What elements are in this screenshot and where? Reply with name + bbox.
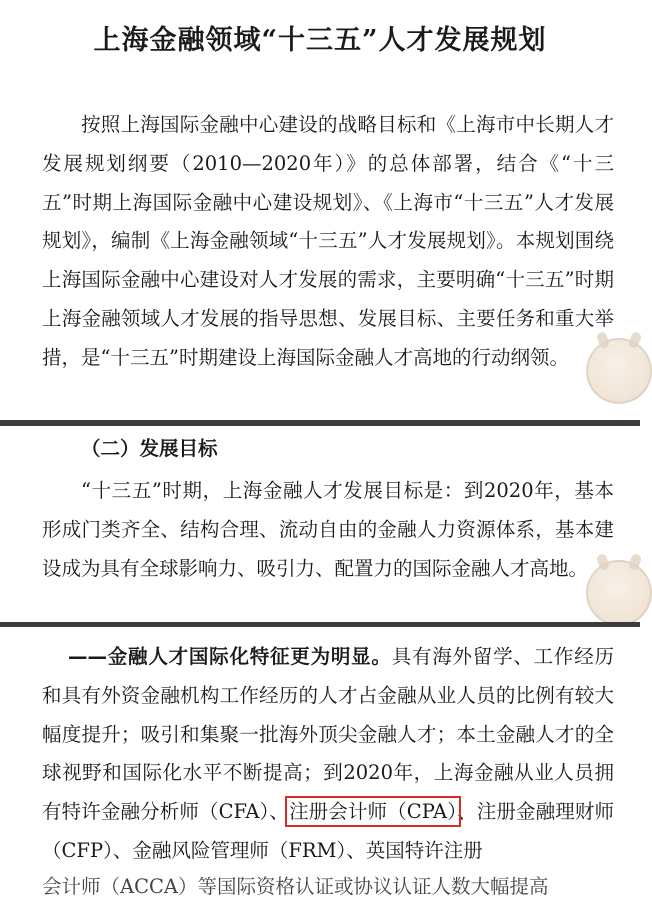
intro-paragraph: 按照上海国际金融中心建设的战略目标和《上海市中长期人才发展规划纲要（2010—2020年）》的总体部署，结合《“十三五”时期上海国际金融中心建设规划》、《上海市“十三五”人才发展规划》，编制《上海金融领域“十三五”人才发展规划》。本规划围绕上海国际金融中心建设对人才发展的需求，主要明确“十三五”时期上海金融领域人才发展的指导思想、发展目标、主要任务和重大举措，是“十三五”时期建设上海国际金融人才高地的行动纲领。 <box>42 113 614 369</box>
watermark-seal-icon <box>586 338 652 404</box>
item-body-part1: 具有海外留学、工作经历和具有外资金融机构工作经历的人才占金融从业人员的比例有较大幅度提升；吸引和集聚一批海外顶尖金融人才；本土金融人才的全球视野和国际化水平不断提高；到2020年，上海金融从业人员拥有特许金融分析师（CFA）、 <box>42 645 614 824</box>
document-title: 上海金融领域“十三五”人才发展规划 <box>93 25 547 56</box>
section-heading: （二）发展目标 <box>81 437 218 460</box>
section-divider <box>0 420 640 426</box>
item-lead: ——金融人才国际化特征更为明显。 <box>68 645 392 668</box>
cut-off-text-line: 会计师（ACCA）等国际资格认证或协议认证人数大幅提高 <box>42 875 549 898</box>
watermark-seal-icon <box>586 560 652 626</box>
item-paragraph <box>42 638 614 871</box>
highlighted-cpa: 注册会计师（CPA） <box>289 800 458 824</box>
goal-paragraph: “十三五”时期，上海金融人才发展目标是：到2020年，基本形成门类齐全、结构合理、流动自由的金融人力资源体系，基本建设成为具有全球影响力、吸引力、配置力的国际金融人才高地。 <box>42 479 614 580</box>
section-divider <box>0 622 640 627</box>
item-body-part2: 、注册金融理财师（CFP）、金融风险管理师（FRM）、英国特许注册 <box>42 800 614 862</box>
